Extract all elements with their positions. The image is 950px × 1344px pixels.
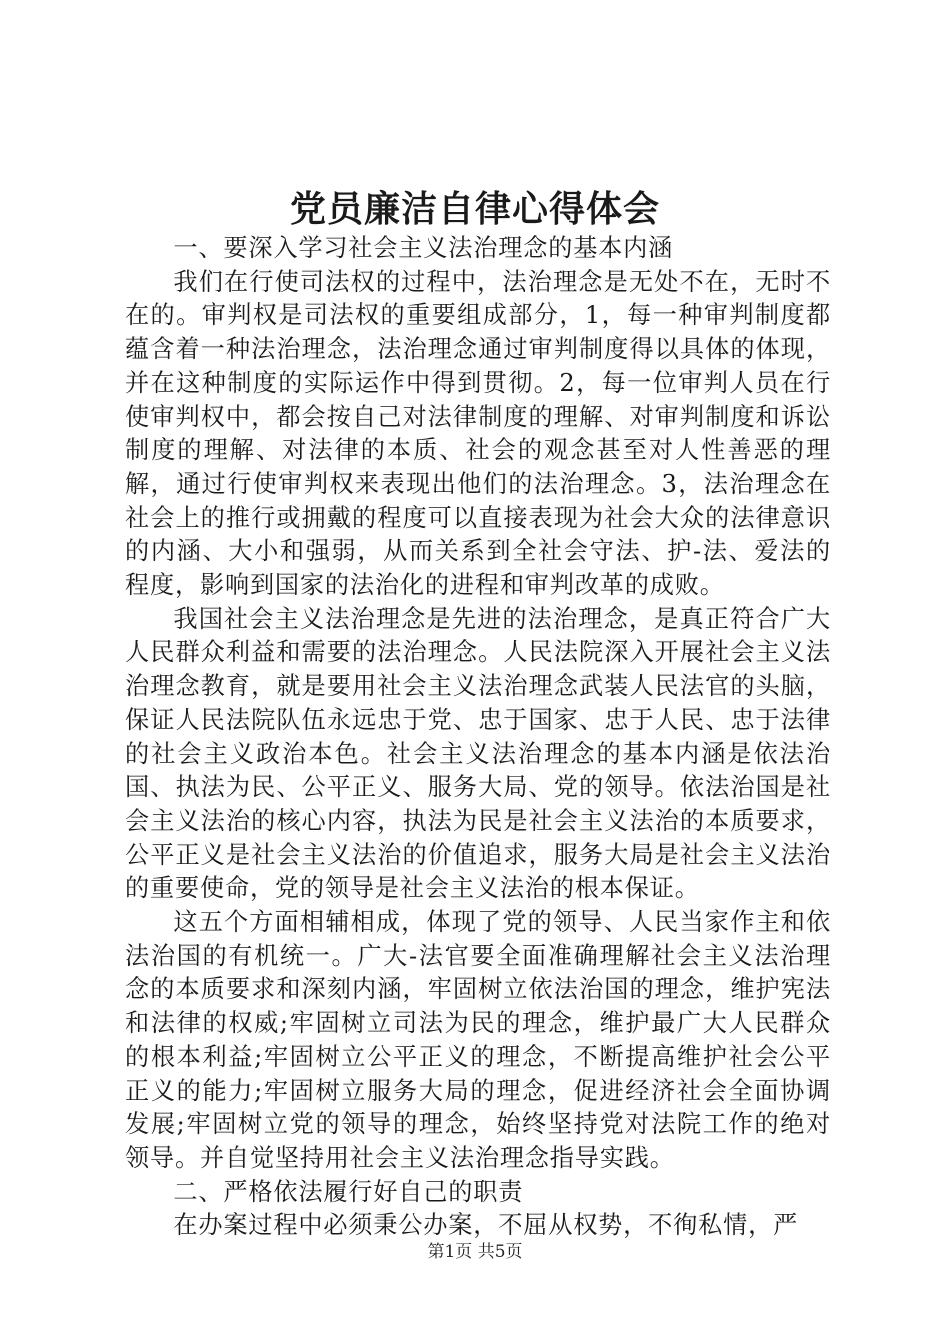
body-paragraph-3: 这五个方面相辅相成，体现了党的领导、人民当家作主和依法治国的有机统一。广大-法官要全面准确理解社会主义法治理念的本质要求和深刻内涵，牢固树立依法治国的理念，维护宪法和法律的权威;牢固树立司法为民的理念，维护最广大人民群众的根本利益;牢固树立公平正义的理念，不断提高维护社会公平正义的能力;牢固树立服务大局的理念，促进经济社会全面协调发展;牢固树立党的领导的理念，始终坚持党对法院工作的绝对领导。并自觉坚持用社会主义法治理念指导实践。 [125, 908, 831, 1172]
page-footer: 第1页 共5页 [427, 1242, 523, 1262]
body-paragraph-1: 我们在行使司法权的过程中，法治理念是无处不在，无时不在的。审判权是司法权的重要组成部分，1，每一种审判制度都蕴含着一种法治理念，法治理念通过审判制度得以具体的体现，并在这种制度的实际运作中得到贯彻。2，每一位审判人员在行使审判权中，都会按自己对法律制度的理解、对审判制度和诉讼制度的理解、对法律的本质、社会的观念甚至对人性善恶的理解，通过行使审判权来表现出他们的法治理念。3，法治理念在社会上的推行或拥戴的程度可以直接表现为社会大众的法律意识的内涵、大小和强弱，从而关系到全社会守法、护-法、爱法的程度，影响到国家的法治化的进程和审判改革的成败。 [125, 267, 831, 600]
section-heading-2: 二、严格依法履行好自己的职责 [173, 1177, 524, 1206]
document-body [125, 232, 831, 1243]
body-paragraph-4: 在办案过程中必须秉公办案，不屈从权势，不徇私情，严 [173, 1211, 799, 1240]
section-heading-1: 一、要深入学习社会主义法治理念的基本内涵 [173, 234, 674, 262]
body-paragraph-2: 我国社会主义法治理念是先进的法治理念，是真正符合广大人民群众利益和需要的法治理念。人民法院深入开展社会主义法治理念教育，就是要用社会主义法治理念武装人民法官的头脑，保证人民法院队伍永远忠于党、忠于国家、忠于人民、忠于法律的社会主义政治本色。社会主义法治理念的基本内涵是依法治国、执法为民、公平正义、服务大局、党的领导。依法治国是社会主义法治的核心内容，执法为民是社会主义法治的本质要求，公平正义是社会主义法治的价值追求，服务大局是社会主义法治的重要使命，党的领导是社会主义法治的根本保证。 [125, 604, 831, 903]
document-title: 党员廉洁自律心得体会 [289, 189, 660, 230]
